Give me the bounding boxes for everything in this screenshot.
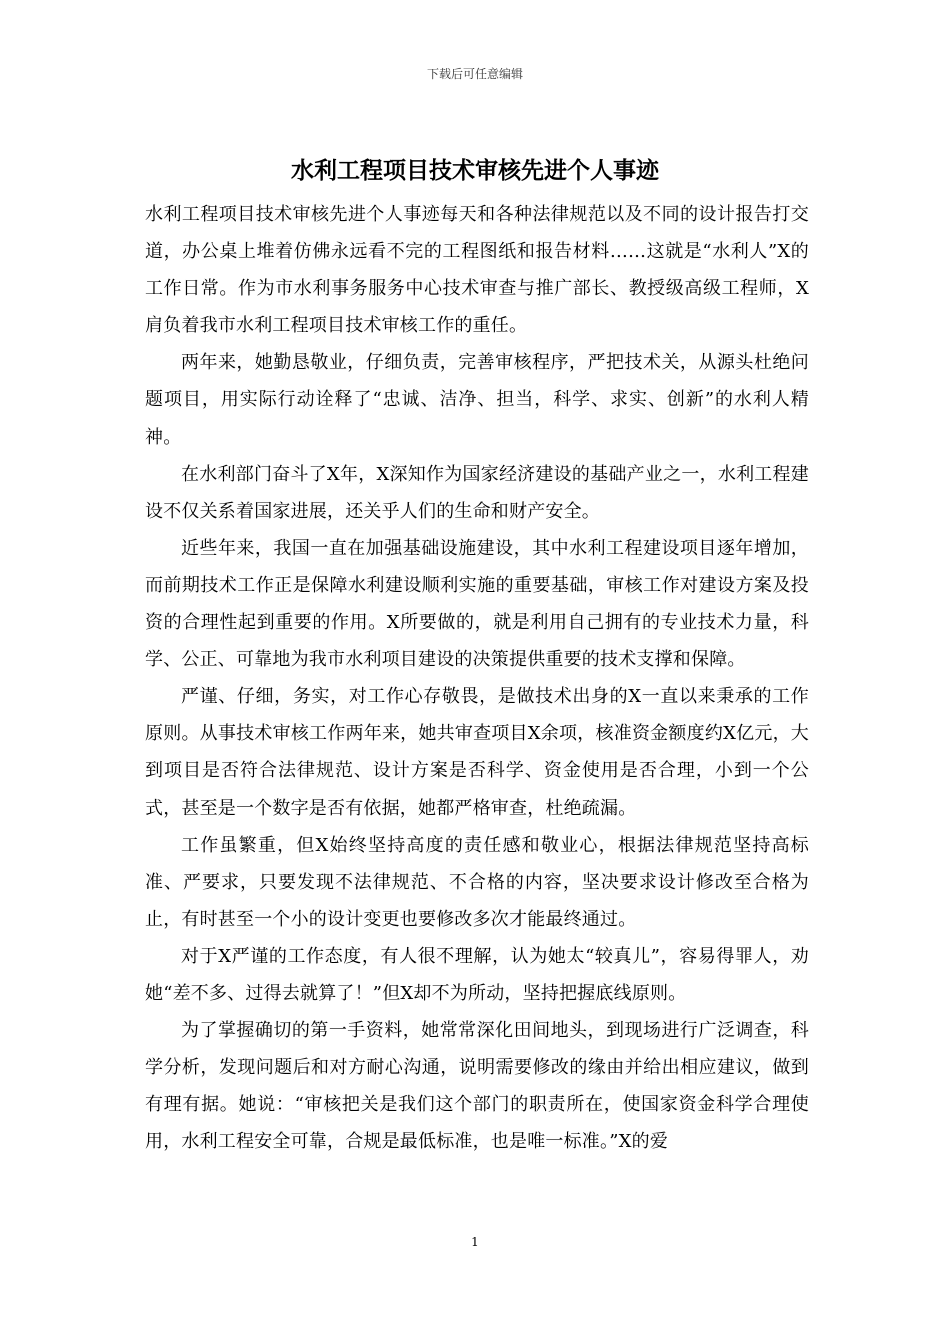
paragraph-8: 为了掌握确切的第一手资料，她常常深化田间地头，到现场进行广泛调查，科学分析，发现问题后和对方耐心沟通，说明需要修改的缘由并给出相应建议，做到有理有据。她说：“审核把关是我们这个部门的职责所在，使国家资金科学合理使用，水利工程安全可靠，合规是最低标准，也是唯一标准。”X的爱	[145, 1020, 809, 1153]
paragraph-1: 水利工程项目技术审核先进个人事迹每天和各种法律规范以及不同的设计报告打交道，办公桌上堆着仿佛永远看不完的工程图纸和报告材料……这就是“水利人”X的工作日常。作为市水利事务服务中心技术审查与推广部长、教授级高级工程师，X肩负着我市水利工程项目技术审核工作的重任。	[145, 204, 809, 337]
page-number: 1	[471, 1235, 479, 1249]
document-body	[145, 196, 809, 1160]
paragraph-2: 两年来，她勤恳敬业，仔细负责，完善审核程序，严把技术关，从源头杜绝问题项目，用实际行动诠释了“忠诚、洁净、担当，科学、求实、创新”的水利人精神。	[145, 352, 809, 448]
header-note: 下载后可任意编辑	[426, 67, 523, 81]
paragraph-6: 工作虽繁重，但X始终坚持高度的责任感和敬业心，根据法律规范坚持高标准、严要求，只要发现不法律规范、不合格的内容，坚决要求设计修改至合格为止，有时甚至一个小的设计变更也要修改多次才能最终通过。	[145, 834, 809, 930]
paragraph-7: 对于X严谨的工作态度，有人很不理解，认为她太“较真儿”，容易得罪人，劝她“差不多、过得去就算了！”但X却不为所动，坚持把握底线原则。	[145, 945, 809, 1004]
paragraph-3: 在水利部门奋斗了X年，X深知作为国家经济建设的基础产业之一，水利工程建设不仅关系着国家进展，还关乎人们的生命和财产安全。	[145, 463, 809, 522]
paragraph-4: 近些年来，我国一直在加强基础设施建设，其中水利工程建设项目逐年增加，而前期技术工作正是保障水利建设顺利实施的重要基础，审核工作对建设方案及投资的合理性起到重要的作用。X所要做的，就是利用自己拥有的专业技术力量，科学、公正、可靠地为我市水利项目建设的决策提供重要的技术支撑和保障。	[145, 537, 809, 671]
document-title: 水利工程项目技术审核先进个人事迹	[291, 158, 659, 184]
paragraph-5: 严谨、仔细，务实，对工作心存敬畏，是做技术出身的X一直以来秉承的工作原则。从事技术审核工作两年来，她共审查项目X余项，核准资金额度约X亿元，大到项目是否符合法律规范、设计方案是否科学、资金使用是否合理，小到一个公式，甚至是一个数字是否有依据，她都严格审查，杜绝疏漏。	[145, 686, 809, 819]
